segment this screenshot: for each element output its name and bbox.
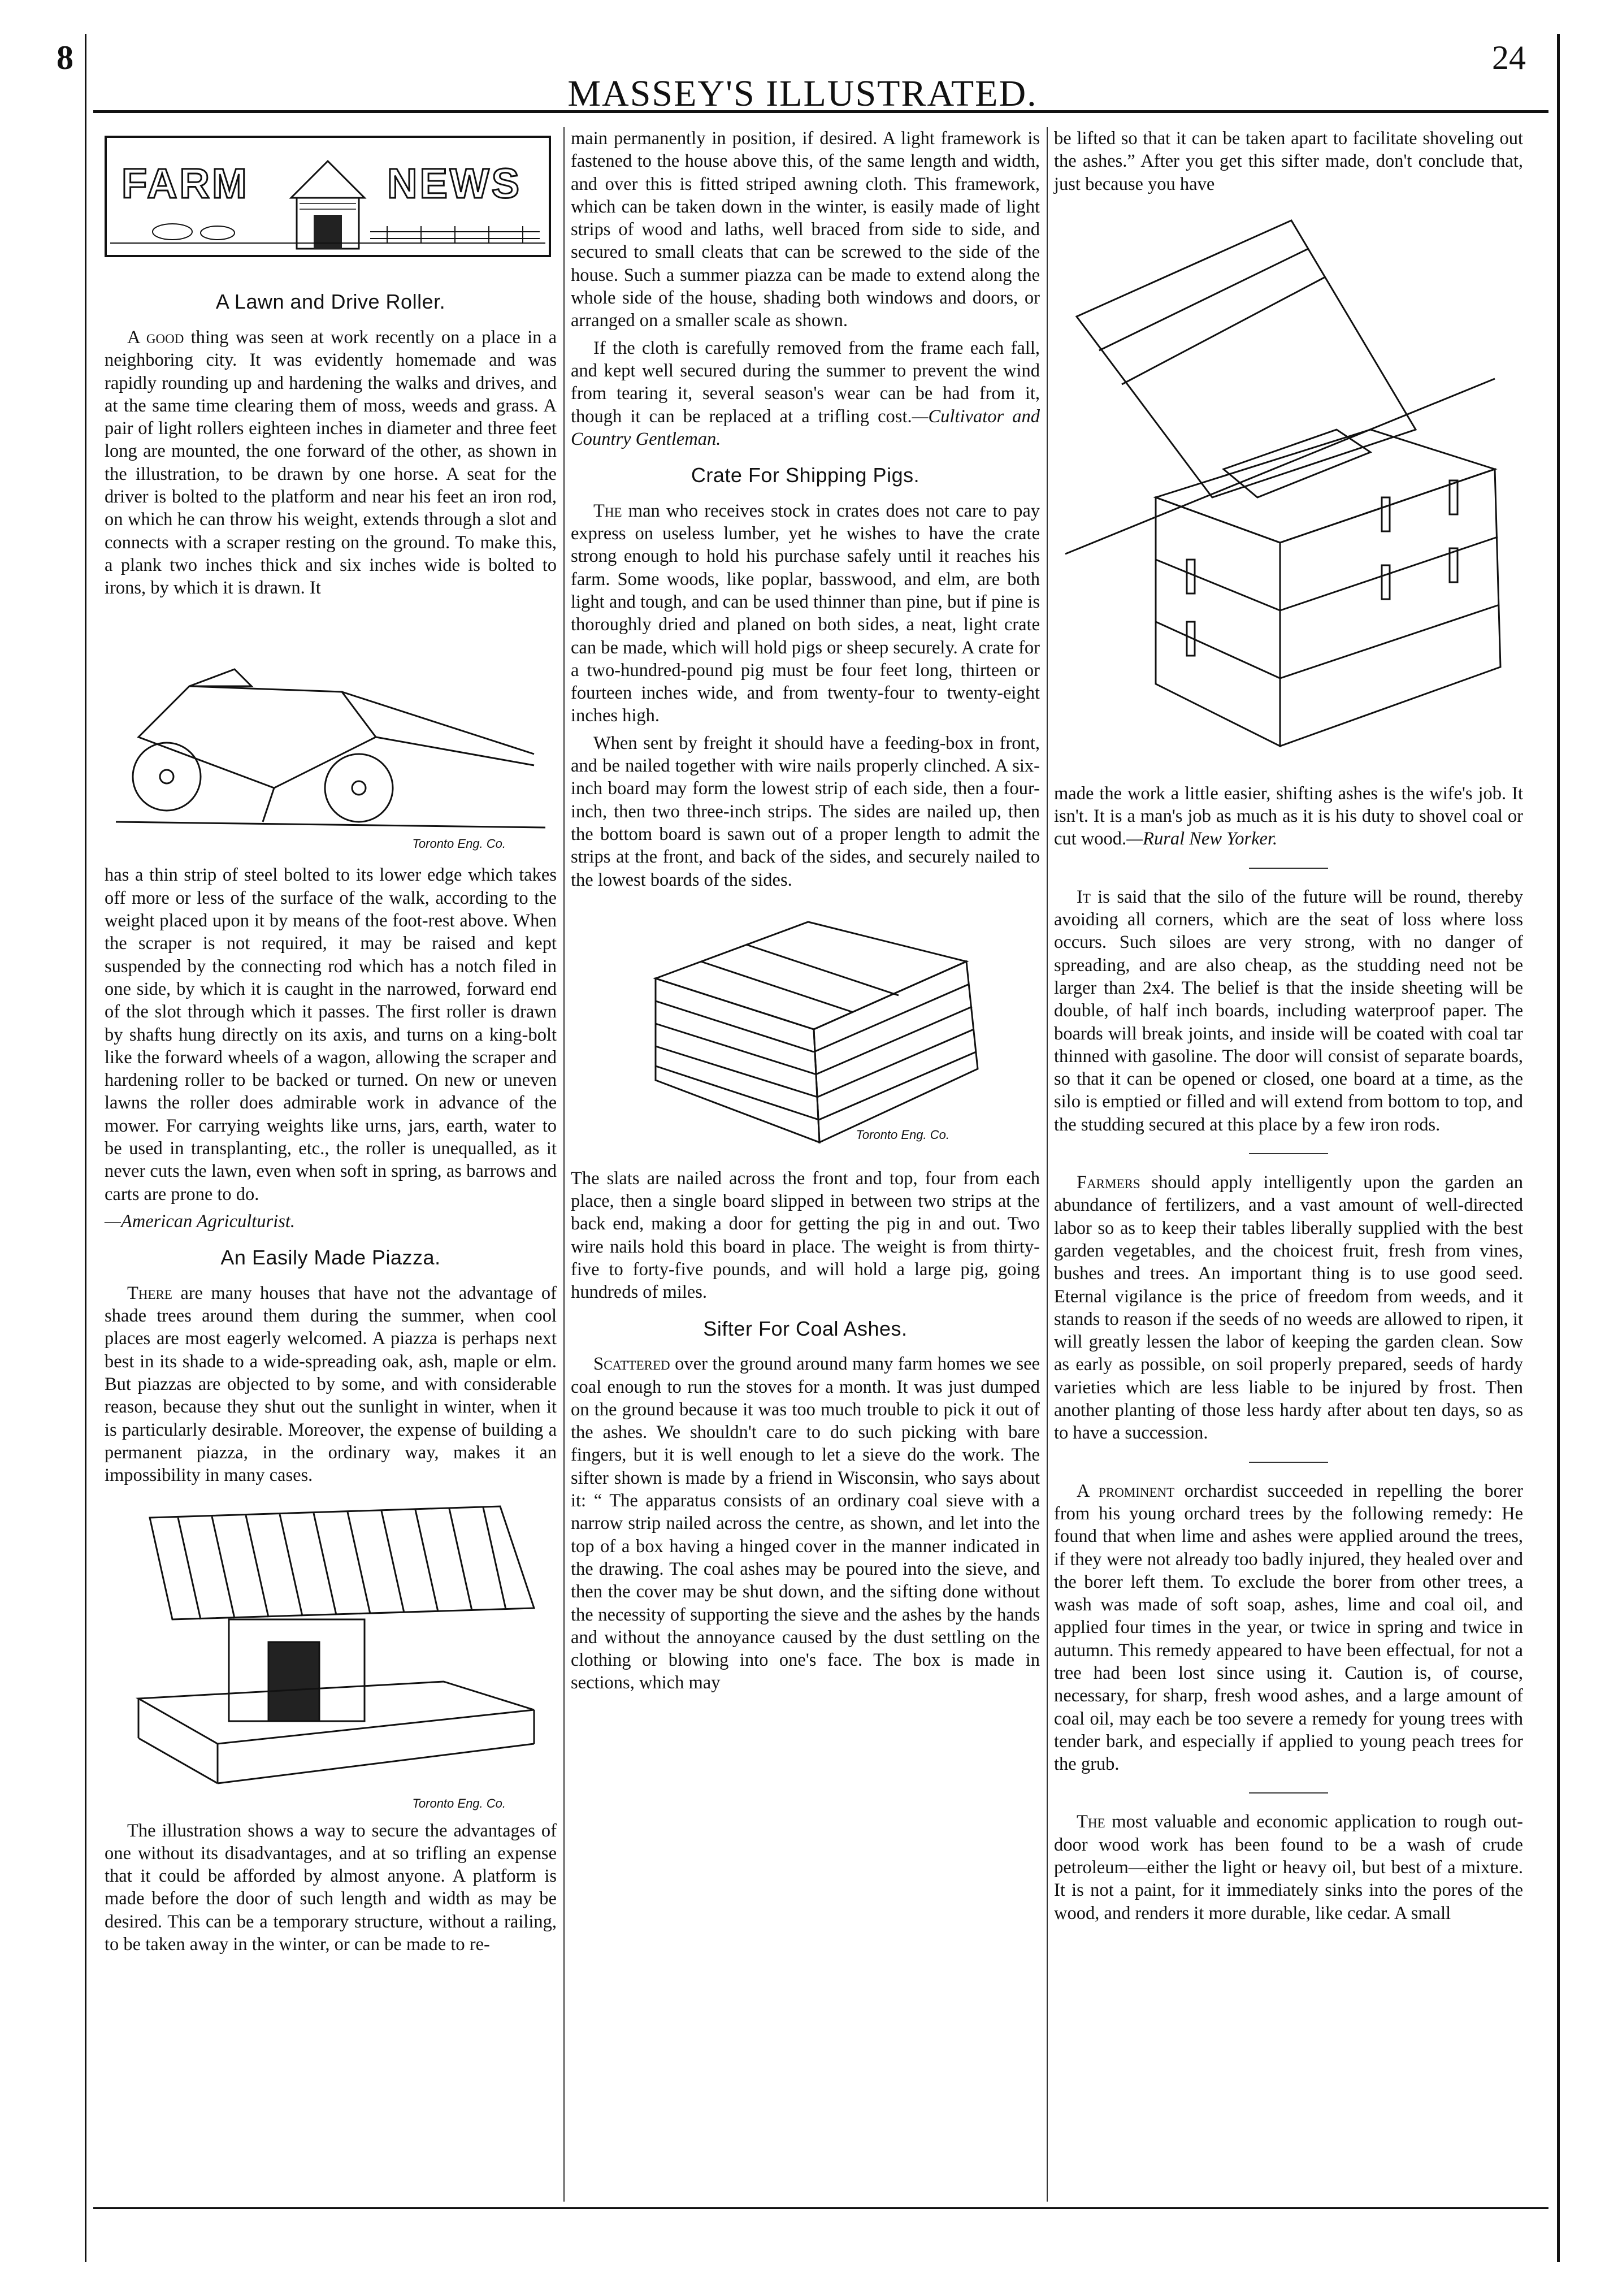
logo-text-farm: FARM — [122, 160, 249, 207]
masthead-title: MASSEY'S ILLUSTRATED. — [567, 73, 1038, 114]
sifter-title: Sifter For Coal Ashes. — [703, 1316, 908, 1340]
section-divider-2 — [1249, 1153, 1328, 1154]
farm-news-logo — [105, 136, 551, 257]
silo-paragraph: is said that the silo of the future will be round, thereby avoiding all corners, which are the seat of loss where loss occurs. Such siloes are very strong, with no danger of spreading, and are also cheap, as the studding need not be larger than 2x4. The belief is that the inside sheeting will be double, of half inch boards, including waterproof paper. The boards will break joints, and inside will be coated with coal tar thinned with gasoline. The door will consist of separate boards, so that it can be opened or closed, one board at a time, as the silo is emptied or filled and will extend from bottom to top, and the studding secured at this place by a few iron rods. — [1054, 886, 1523, 1135]
pig-crate-illustration — [571, 899, 1040, 1159]
lawn-source: —American Agriculturist. — [105, 1211, 296, 1232]
petroleum-paragraph: most valuable and economic application to rough out-door wood work has been found to be a wash of crude petroleum—either the light or heavy oil, but best of a mixture. It is not a paint, for it immediately sinks into the pores of the wood, and renders it more durable, like cedar. A small — [1054, 1812, 1523, 1924]
sifter-paragraph-1: over the ground around many farm homes we see coal enough to run the stoves for a month. It was just dumped on the ground because it was too much trouble to pick it out of the ashes. We shouldn't care to do such picking with bare fingers, but it is well enough to let a sieve do the work. The sifter shown is made by a friend in Wisconsin, who says about it: “ The apparatus consists of an ordinary coal sieve with a narrow strip nailed across the centre, as shown, and let into the top of a box having a hinged cover in the manner indicated in the drawing. The coal ashes may be poured into the sieve, and then the cover may be shut down, and the sifting done without the necessity of supporting the sieve and the ashes by the hands and without the annoyance caused by the dust settling on the clothing or blowing into one's face. The box is made in sections, which may — [571, 1354, 1040, 1693]
sifter-paragraph-2: be lifted so that it can be taken apart to facilitate shoveling out the ashes.” After you get this sifter made, don't conclude that, just because you have — [1054, 128, 1523, 194]
footer-rule — [93, 2207, 1548, 2209]
column-separator-1 — [563, 127, 565, 2202]
lawn-roller-title: A Lawn and Drive Roller. — [215, 290, 446, 314]
sifter-source: —Rural New Yorker. — [1126, 829, 1278, 850]
borer-lead: A prominent — [1077, 1480, 1175, 1501]
lawn-roller-illustration — [105, 607, 557, 856]
crate-paragraph-1: man who receives stock in crates does not care to pay express on useless lumber, yet he wishes to have the crate strong enough to hold his purchase safely until it reaches his farm. Some woods, like poplar, basswood, and elm, are both light and tough, and can be used thinner than pine, but if pine is thoroughly dried and planed on both sides, a neat, light crate can be made, which will hold pigs or sheep securely. A crate for a two-hundred-pound pig must be four feet long, thirteen or fourteen inches wide, and from twenty-four to twenty-eight inches high. — [571, 500, 1040, 726]
sifter-paragraph-3: made the work a little easier, shifting ashes is the wife's job. It isn't. It is a man's job as much as it is his duty to shovel coal or cut wood. — [1054, 783, 1523, 850]
lawn-roller-credit: Toronto Eng. Co. — [412, 837, 506, 851]
petroleum-lead: The — [1077, 1812, 1105, 1833]
farmers-paragraph: should apply intelligently upon the garden an abundance of fertilizers, and a vast amount of well-directed labor so as to keep their tables liberally supplied with the best garden vegetables, and the choicest fruit, fresh from vines, bushes and trees. An important thing is to use good seed. Eternal vigilance is the price of freedom from weeds, and it stands to reason if the seeds of no weeds are allowed to ripen, it will greatly lessen the labor of keeping the garden clean. Sow as early as possible, on soil properly prepared, seeds of hardy varieties which are less liable to be injured by frost. Then another planting of those less hardy after about ten days, so as to have a succession. — [1054, 1172, 1523, 1444]
lawn-paragraph-2: has a thin strip of steel bolted to its lower edge which takes off more or less of the surface of the walk, according to the weight placed upon it by means of the foot-rest above. When the scraper is not required, it may be raised and kept suspended by the connecting rod which has a notch filed in one side, by which it is caught in the narrowed, forward end of the slot through which it passes. The first roller is drawn by shafts hung directly on its axis, and turns on a king-bolt like the forward wheels of a wagon, allowing the scraper and hardening roller to be backed or turned. On new or uneven lawns the roller does admirable work in advance of the mower. For carrying weights like urns, jars, earth, water to be used in transplanting, etc., the roller is unequalled, as it never cuts the lawn, even when soft in spring, as barrows and carts are prone to do. — [105, 865, 557, 1205]
crate-paragraph-3: The slats are nailed across the front and top, four from each place, then a single board slipped in between two strips at the back end, making a door for getting the pig in and out. Two wire nails hold this board in place. The weight is from thirty-five to forty-five pounds, and will hold a large pig, going hundreds of miles. — [571, 1168, 1040, 1303]
piazza-paragraph-2: The illustration shows a way to secure the advantages of one without its disadvantages, and at so trifling an expense that it could be afforded by almost anyone. A platform is made before the door of such length and width as may be desired. This can be a temporary structure, without a railing, to be taken away in the winter, or can be made to re- — [105, 1820, 557, 1955]
lawn-lead: A good — [127, 327, 184, 348]
logo-text-news: NEWS — [387, 160, 522, 207]
piazza-lead: There — [127, 1283, 172, 1303]
section-divider-1 — [1249, 868, 1328, 869]
section-divider-4 — [1249, 1792, 1328, 1794]
farmers-lead: Farmers — [1077, 1172, 1140, 1193]
silo-lead: It — [1077, 886, 1091, 907]
piazza-illustration — [105, 1495, 557, 1812]
piazza-credit: Toronto Eng. Co. — [412, 1796, 506, 1811]
crate-lead: The — [593, 500, 622, 521]
piazza-paragraph-1: are many houses that have not the advantage of shade trees around them during the summer, when cool places are most eagerly welcomed. A piazza is perhaps next best in its shade to a wide-spreading oak, ash, maple or elm. But piazzas are objected to by some, and with considerable reason, because they shut out the sunlight in winter, when it is particularly desirable. Moreover, the expense of building a permanent piazza, in the ordinary way, makes it an impossibility in many cases. — [105, 1283, 557, 1486]
sifter-lead: Scattered — [593, 1354, 670, 1375]
column-1 — [105, 127, 557, 1960]
lawn-paragraph-1: thing was seen at work recently on a place in a neighboring city. It was evidently homemade and was rapidly rounding up and hardening the walks and drives, and at the same time clearing them of moss, weeds and grass. A pair of light rollers eighteen inches in diameter and three feet long are mounted, the one forward of the other, as shown in the illustration, to be drawn by one horse. A seat for the driver is bolted to the platform and near his feet an iron rod, on which he can throw his weight, extends through a slot and connects with a scraper resting on the ground. To make this, a plank two inches thick and six inches wide is bolted to irons, by which it is drawn. It — [105, 327, 557, 599]
crate-credit: Toronto Eng. Co. — [856, 1127, 949, 1142]
page-header — [79, 34, 1526, 119]
section-divider-3 — [1249, 1462, 1328, 1463]
column-separator-2 — [1047, 127, 1048, 2202]
piazza-source: —Cultivator and Country Gentleman. — [571, 406, 1040, 449]
piazza-paragraph-3: main permanently in position, if desired. A light framework is fastened to the house above this, of the same length and width, and over this is fitted striped awning cloth. This framework, which can be taken down in the winter, is easily made of light strips of wood and laths, well braced from side to side, and secured to small cleats that can be screwed to the side of the house. Such a summer piazza can be made to extend along the whole side of the house, shading both windows and doors, or arranged on a smaller scale as shown. — [571, 128, 1040, 331]
page-border-right — [1557, 34, 1560, 2262]
column-3 — [1054, 127, 1523, 1929]
page-border-left — [85, 34, 86, 2262]
column-2 — [571, 127, 1040, 1699]
piazza-title: An Easily Made Piazza. — [220, 1246, 441, 1270]
borer-paragraph: orchardist succeeded in repelling the borer from his young orchard trees by the following remedy: He found that when lime and ashes were applied around the trees, if they were not already too badly injured, they healed over and the borer left them. To exclude the borer from other trees, a wash was made of soft soap, ashes, lime and coal oil, and applied four times in the year, or twice in spring and twice in autumn. This remedy appeared to have been effectual, for not a tree had been lost since using it. Caution is, of course, necessary, for sharp, fresh wood ashes, and a large amount of coal oil, may each be too severe a remedy for young trees with tender bark, and especially if applied to young peach trees for the grub. — [1054, 1480, 1523, 1775]
ash-sifter-illustration — [1054, 203, 1523, 774]
crate-title: Crate For Shipping Pigs. — [691, 463, 920, 487]
piazza-paragraph-4: If the cloth is carefully removed from the frame each fall, and kept well secured during the summer to prevent the wind from tearing it, several season's wear can be had from it, though it can be replaced at a trifling cost. — [571, 337, 1040, 427]
crate-paragraph-2: When sent by freight it should have a feeding-box in front, and be nailed together with wire nails properly clinched. A six-inch board may form the lowest strip of each side, then a four-inch, then two three-inch strips. The sides are nailed up, then the bottom board is sawn out of a proper length to admit the strips at the front, and back of the sides, and securely nailed to the lowest boards of the sides. — [571, 733, 1040, 890]
page-number: 8 — [57, 39, 73, 76]
issue-number: 24 — [1492, 39, 1526, 76]
